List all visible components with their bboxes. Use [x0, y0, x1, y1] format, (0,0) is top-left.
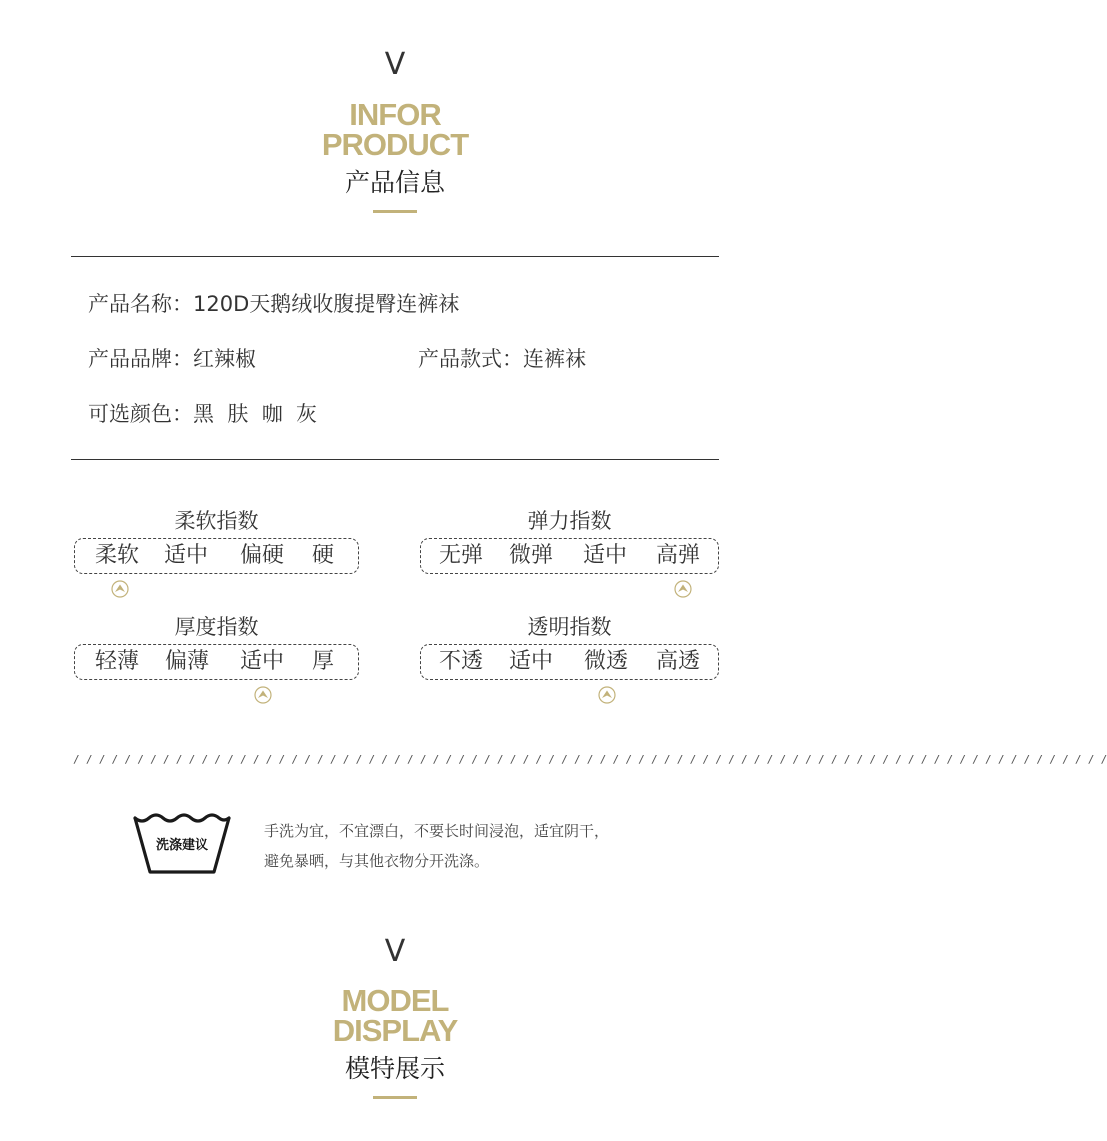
index-option: 适中: [509, 649, 554, 674]
product-style-label: 产品款式：: [418, 347, 523, 371]
index-option: 偏硬: [240, 543, 285, 568]
index-title: 厚度指数: [174, 615, 259, 639]
index-option: 高透: [656, 649, 701, 674]
index-option: 微透: [584, 649, 629, 674]
product-brand-row: [88, 345, 256, 373]
product-brand-label: 产品品牌：: [88, 347, 193, 371]
section-title-cn: 模特展示: [344, 1054, 445, 1083]
care-instructions-line2: 避免暴晒，与其他衣物分开洗涤。: [264, 852, 490, 870]
index-title: 弹力指数: [527, 509, 612, 533]
index-elasticity: [420, 508, 719, 574]
product-style-value: 连裤袜: [523, 347, 586, 371]
chevron-down-icon: V: [384, 934, 406, 969]
product-colors-label: 可选颜色：: [88, 402, 193, 426]
index-option: 柔软: [95, 543, 140, 568]
index-option: 厚: [312, 649, 335, 674]
section-title-en-line1: INFOR: [349, 97, 441, 132]
index-option: 偏薄: [165, 649, 210, 674]
indicator-arrow-icon: [674, 580, 692, 598]
product-name-value: 120D天鹅绒收腹提臀连裤袜: [193, 292, 460, 316]
index-title: 透明指数: [527, 615, 612, 639]
index-option: 微弹: [509, 543, 554, 568]
index-option: 不透: [439, 649, 484, 674]
section-title-en-line2: PRODUCT: [321, 127, 469, 162]
divider-top: [71, 256, 719, 257]
index-option: 适中: [583, 543, 628, 568]
slash-divider: / / / / / / / / / / / / / / / / / / / / / / / / / / / / / / / / / / / / / / / / / / / / / / / / / / / / / / / / / / / / / / / / / / / / / / / / / / / / / / / / /: [73, 753, 1107, 766]
product-name-label: 产品名称：: [88, 292, 193, 316]
index-scale: [74, 644, 359, 680]
index-option: 高弹: [656, 543, 701, 568]
index-scale: [74, 538, 359, 574]
product-style-row: [418, 345, 586, 373]
product-name-row: [88, 290, 459, 318]
care-instructions-line1: 手洗为宜，不宜漂白，不要长时间浸泡，适宜阴干，: [264, 822, 610, 840]
title-underline: [373, 1096, 417, 1099]
index-thickness: [74, 614, 359, 680]
product-colors-value: 黑 肤 咖 灰: [193, 402, 318, 426]
index-option: 适中: [240, 649, 285, 674]
chevron-down-icon: V: [384, 47, 406, 82]
product-brand-value: 红辣椒: [193, 347, 256, 371]
section-title-en-line1: MODEL: [341, 983, 449, 1018]
index-option: 轻薄: [95, 649, 140, 674]
index-softness: [74, 508, 359, 574]
indicator-arrow-icon: [598, 686, 616, 704]
indicator-arrow-icon: [111, 580, 129, 598]
index-transparency: [420, 614, 719, 680]
index-title: 柔软指数: [174, 509, 259, 533]
section-title-en-line2: DISPLAY: [332, 1013, 458, 1048]
product-colors-row: [88, 400, 317, 428]
indicator-arrow-icon: [254, 686, 272, 704]
title-underline: [373, 210, 417, 213]
wash-icon-label: 洗涤建议: [155, 838, 208, 853]
wash-basin-icon: [132, 812, 232, 876]
divider-bottom: [71, 459, 719, 460]
index-option: 硬: [312, 543, 335, 568]
index-option: 适中: [164, 543, 209, 568]
index-scale: [420, 538, 719, 574]
section-title-cn: 产品信息: [344, 168, 445, 197]
index-scale: [420, 644, 719, 680]
index-option: 无弹: [439, 543, 484, 568]
